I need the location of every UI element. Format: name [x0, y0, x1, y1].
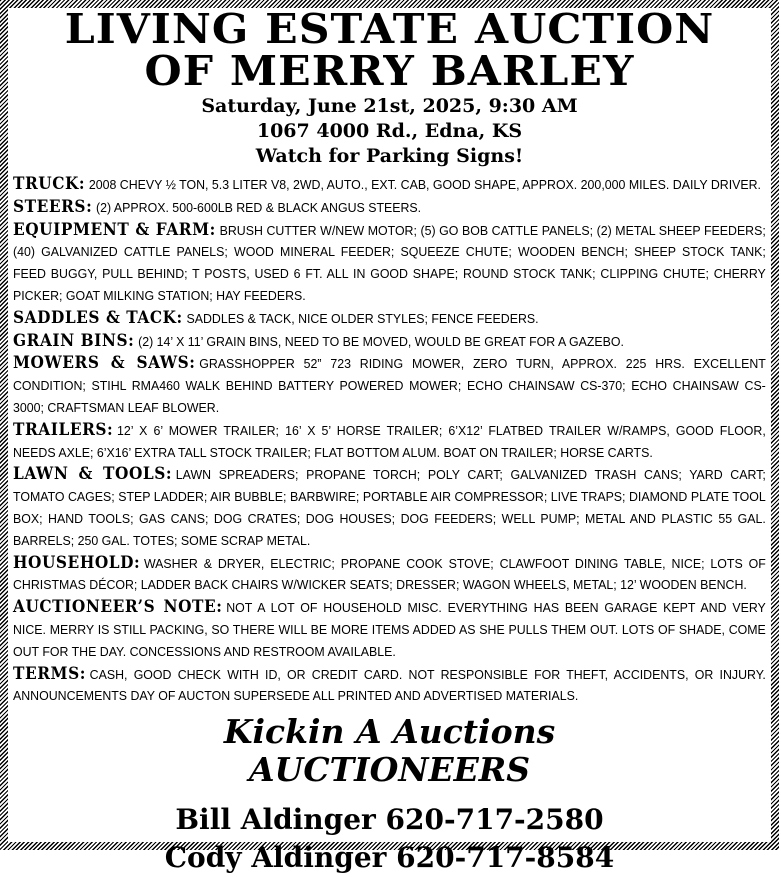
- section-label: TRUCK:: [13, 174, 86, 193]
- section-text: LAWN SPREADERS; PROPANE TORCH; POLY CART; GALVANIZED TRASH CANS; YARD CART; TOMATO CAGES; STEP LADDER; AIR BUBBLE; BARBWIRE; PORTABLE AIR COMPRESSOR; LIVE TRAPS; DIAMOND PLATE TOOL BOX; HAND TOOLS; GAS CANS; DOG CRATES; DOG HOUSES; DOG FEEDERS; WELL PUMP; METAL AND PLASTIC 55 GAL. BARRELS; 250 GAL. TOTES; SOME SCRAP METAL.: [13, 467, 766, 548]
- section-terms: [13, 663, 766, 708]
- section-grain-bins: [13, 330, 766, 353]
- section-text: CASH, GOOD CHECK WITH ID, OR CREDIT CARD. NOT RESPONSIBLE FOR THEFT, ACCIDENTS, OR INJURY. ANNOUNCEMENTS DAY OF AUCTON SUPERSEDE ALL PRINTED AND ADVERTISED MATERIALS.: [13, 666, 766, 704]
- date-time: Saturday, June 21st, 2025, 9:30 AM: [201, 95, 578, 117]
- section-text: NOT A LOT OF HOUSEHOLD MISC. EVERYTHING HAS BEEN GARAGE KEPT AND VERY NICE. MERRY IS STILL PACKING, SO THERE WILL BE MORE ITEMS ADDED AS SHE PULLS THEM OUT. LOTS OF SHADE, COME OUT FOR THE DAY. CONCESSIONS AND RESTROOM AVAILABLE.: [13, 600, 766, 659]
- contact-cody: Cody Aldinger 620-717-8584: [164, 841, 615, 875]
- section-text: (2) 14’ X 11’ GRAIN BINS, NEED TO BE MOVED, WOULD BE GREAT FOR A GAZEBO.: [138, 333, 624, 349]
- section-truck: [13, 173, 766, 196]
- section-household: [13, 552, 766, 597]
- section-text: (2) APPROX. 500-600LB RED & BLACK ANGUS STEERS.: [96, 199, 422, 215]
- section-label: EQUIPMENT & FARM:: [13, 219, 216, 239]
- section-text: 2008 CHEVY ½ TON, 5.3 LITER V8, 2WD, AUTO., EXT. CAB, GOOD SHAPE, APPROX. 200,000 MILES. DAILY DRIVER.: [88, 177, 761, 192]
- title-line-2: OF MERRY BARLEY: [144, 47, 635, 95]
- company-name: Kickin A Auctions: [223, 712, 556, 752]
- section-label: TRAILERS:: [13, 419, 114, 439]
- section-text: WASHER & DRYER, ELECTRIC; PROPANE COOK STOVE; CLAWFOOT DINING TABLE, NICE; LOTS OF CHRISTMAS DÉCOR; LADDER BACK CHAIRS W/WICKER SEATS; DRESSER; WAGON WHEELS, METAL; 12’ WOODEN BENCH.: [13, 555, 766, 593]
- contact-bill: Bill Aldinger 620-717-2580: [175, 803, 604, 837]
- address: 1067 4000 Rd., Edna, KS: [256, 120, 523, 142]
- section-trailers: [13, 419, 766, 464]
- section-label: TERMS:: [13, 663, 86, 683]
- section-label: GRAIN BINS:: [13, 330, 135, 350]
- section-text: GRASSHOPPER 52” 723 RIDING MOWER, ZERO TURN, APPROX. 225 HRS. EXCELLENT CONDITION; STIHL RMA460 WALK BEHIND BATTERY POWERED MOWER; ECHO CHAINSAW CS-370; ECHO CHAINSAW CS-3000; CRAFTSMAN LEAF BLOWER.: [13, 356, 766, 415]
- parking-note: Watch for Parking Signs!: [255, 145, 524, 167]
- ad-content: [8, 5, 771, 875]
- company-role: AUCTIONEERS: [248, 750, 531, 790]
- section-text: SADDLES & TACK, NICE OLDER STYLES; FENCE FEEDERS.: [186, 310, 539, 326]
- section-label: MOWERS & SAWS:: [13, 353, 196, 373]
- section-label: LAWN & TOOLS:: [13, 464, 173, 484]
- item-list: [13, 173, 766, 707]
- section-mowers-saws: [13, 352, 766, 418]
- section-text: BRUSH CUTTER W/NEW MOTOR; (5) GO BOB CATTLE PANELS; (2) METAL SHEEP FEEDERS; (40) GALVANIZED CATTLE PANELS; WOOD MINERAL FEEDER; SQUEEZE CHUTE; WOODEN BENCH; SHEEP STOCK TANK; FEED BUGGY, PULL BEHIND; T POSTS, USED 6 FT. ALL IN GOOD SHAPE; ROUND STOCK TANK; CLIPPING CHUTE; CHERRY PICKER; GOAT MILKING STATION; HAY FEEDERS.: [13, 222, 766, 303]
- section-lawn-tools: [13, 463, 766, 551]
- section-label: HOUSEHOLD:: [13, 552, 141, 572]
- section-saddles-tack: [13, 307, 766, 330]
- section-label: AUCTIONEER’S NOTE:: [13, 597, 223, 617]
- section-equipment-farm: [13, 219, 766, 307]
- section-auctioneers-note: [13, 596, 766, 662]
- section-label: STEERS:: [13, 196, 93, 216]
- section-steers: [13, 196, 766, 219]
- section-label: SADDLES & TACK:: [13, 307, 183, 327]
- title-line-1: LIVING ESTATE AUCTION: [64, 5, 715, 53]
- section-text: 12’ X 6’ MOWER TRAILER; 16’ X 5’ HORSE TRAILER; 6’X12’ FLATBED TRAILER W/RAMPS, GOOD FLOOR, NEEDS AXLE; 6’X16’ EXTRA TALL STOCK TRAILER; FLAT BOTTOM ALUM. BOAT ON TRAILER; HORSE CARTS.: [13, 422, 766, 460]
